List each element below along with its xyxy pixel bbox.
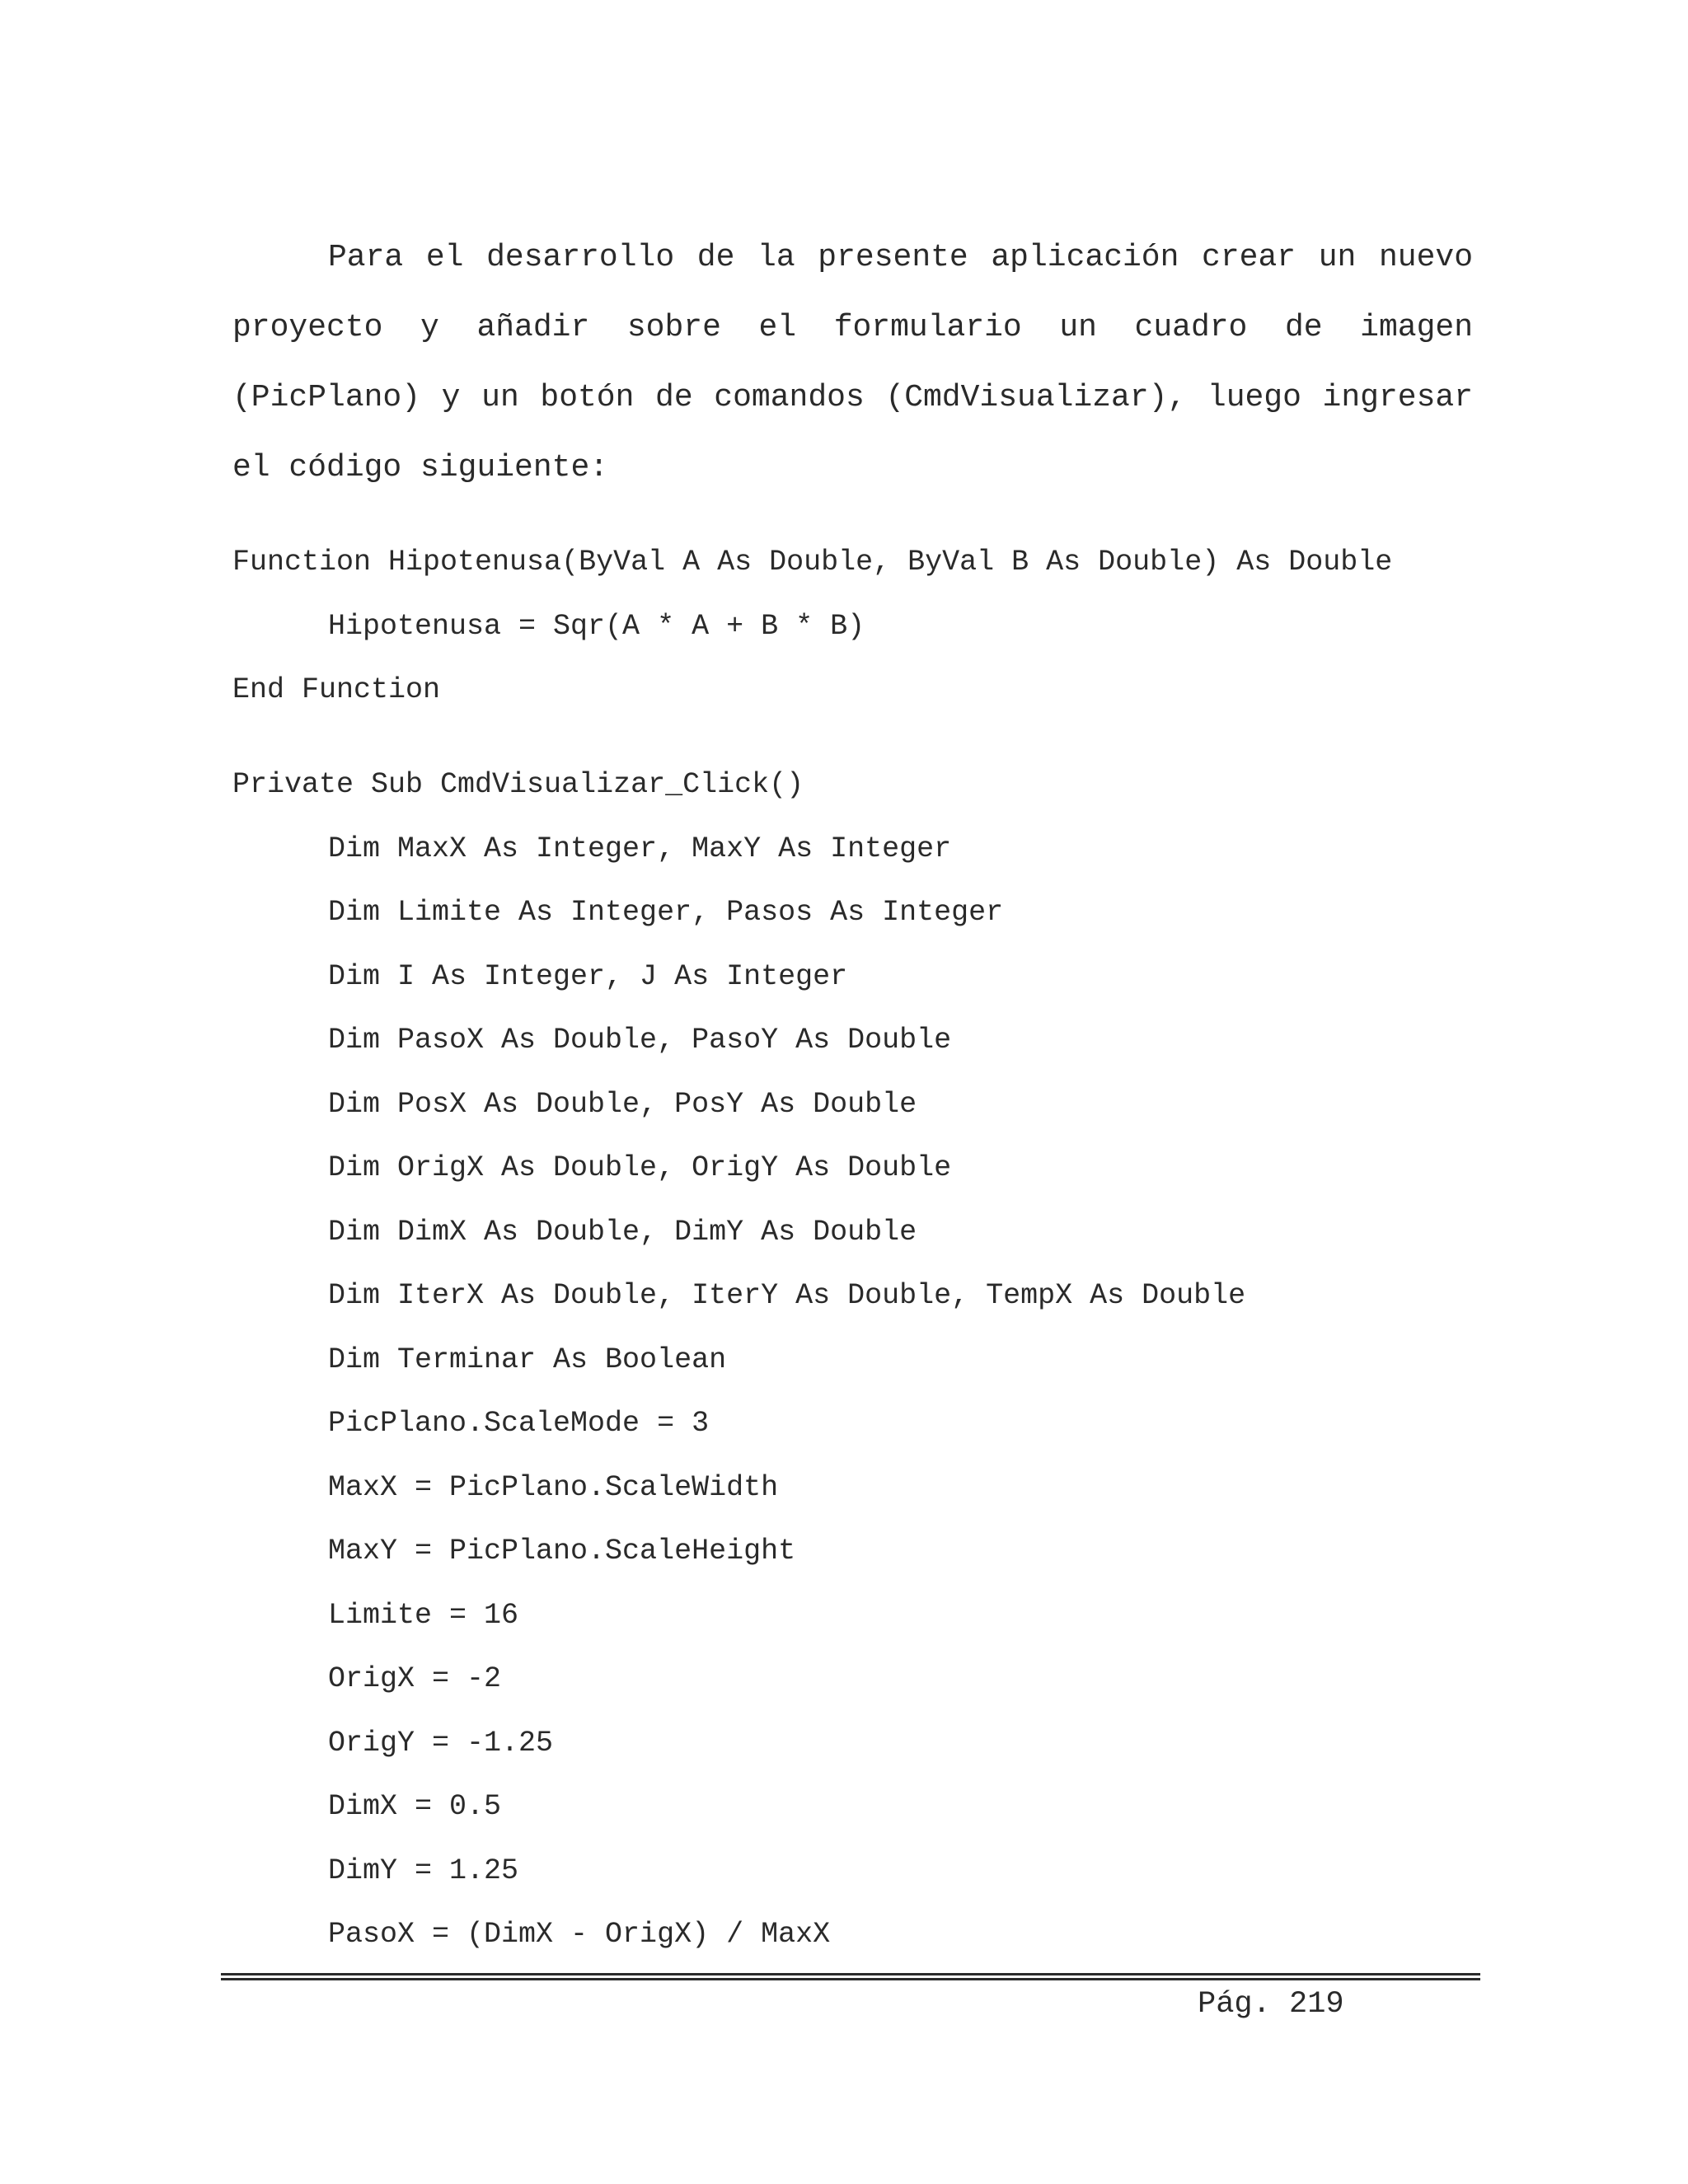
code-line: Dim Terminar As Boolean: [328, 1343, 727, 1376]
page-number: Pág. 219: [1198, 1987, 1344, 2022]
code-line: Dim MaxX As Integer, MaxY As Integer: [328, 832, 952, 865]
code-line: PasoX = (DimX - OrigX) / MaxX: [328, 1918, 831, 1951]
code-line: DimY = 1.25: [328, 1854, 519, 1887]
code-line: PicPlano.ScaleMode = 3: [328, 1407, 710, 1440]
code-line: Limite = 16: [328, 1598, 519, 1632]
code-line: Dim PasoX As Double, PasoY As Double: [328, 1024, 952, 1057]
code-line: Function Hipotenusa(ByVal A As Double, ByVal B As Double) As Double: [232, 546, 1393, 579]
intro-paragraph: Para el desarrollo de la presente aplicación crear un nuevo proyecto y añadir sobre el formulario un cuadro de imagen (PicPlano) y un botón de comandos (CmdVisualizar), luego ingresar el código siguiente:: [232, 240, 1473, 485]
code-line: Dim DimX As Double, DimY As Double: [328, 1215, 917, 1249]
code-line: Dim IterX As Double, IterY As Double, TempX As Double: [328, 1279, 1246, 1312]
footer-divider: [221, 1973, 1480, 1980]
code-line: Dim OrigX As Double, OrigY As Double: [328, 1151, 952, 1184]
code-line: Hipotenusa = Sqr(A * A + B * B): [328, 609, 865, 643]
code-line: Dim PosX As Double, PosY As Double: [328, 1087, 917, 1121]
code-line: Private Sub CmdVisualizar_Click(): [232, 768, 804, 801]
code-line: Dim I As Integer, J As Integer: [328, 959, 848, 993]
code-line: OrigY = -1.25: [328, 1726, 554, 1760]
function-code-block: [232, 531, 1551, 723]
code-line: MaxX = PicPlano.ScaleWidth: [328, 1470, 779, 1504]
code-line: OrigX = -2: [328, 1662, 502, 1695]
code-line: Dim Limite As Integer, Pasos As Integer: [328, 896, 1004, 929]
code-line: MaxY = PicPlano.ScaleHeight: [328, 1535, 796, 1568]
sub-code-block: [232, 753, 1551, 1967]
code-line: End Function: [232, 673, 441, 706]
code-line: DimX = 0.5: [328, 1790, 502, 1823]
